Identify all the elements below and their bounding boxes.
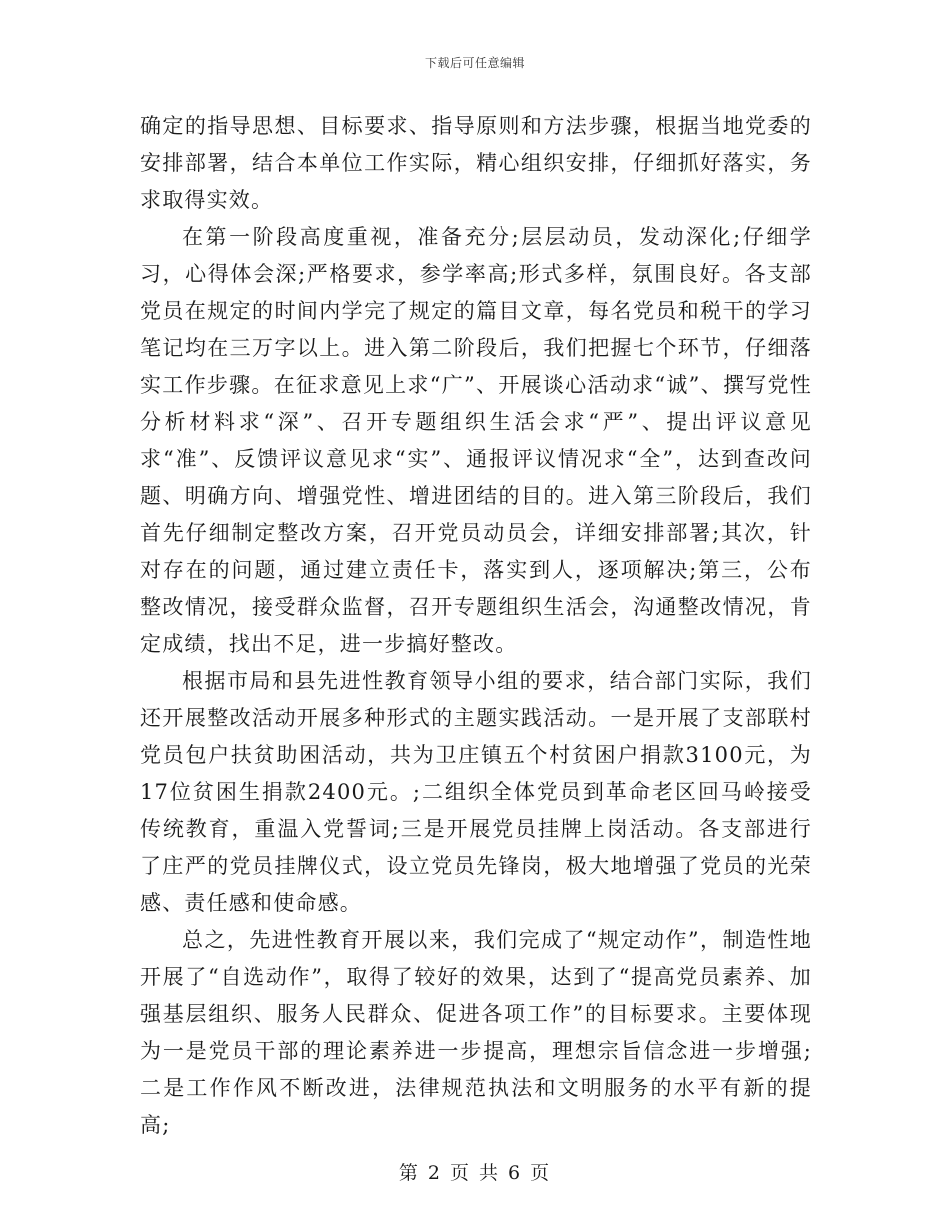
document-body: [140, 108, 812, 1144]
paragraph-practice-activities: 根据市局和县先进性教育领导小组的要求，结合部门实际，我们还开展整改活动开展多种形式的主题实践活动。一是开展了支部联村党员包户扶贫助困活动，共为卫庄镇五个村贫困户捐款3100元，为17位贫困生捐款2400元。;二组织全体党员到革命老区回马岭接受传统教育，重温入党誓词;三是开展党员挂牌上岗活动。各支部进行了庄严的党员挂牌仪式，设立党员先锋岗，极大地增强了党员的光荣感、责任感和使命感。: [140, 669, 812, 915]
paragraph-stages: 在第一阶段高度重视，准备充分;层层动员，发动深化;仔细学习，心得体会深;严格要求，参学率高;形式多样，氛围良好。各支部党员在规定的时间内学完了规定的篇目文章，每名党员和税干的学习笔记均在三万字以上。进入第二阶段后，我们把握七个环节，仔细落实工作步骤。在征求意见上求“广”、开展谈心活动求“诚”、撰写党性分析材料求“深”、召开专题组织生活会求“严”、提出评议意见求“准”、反馈评议意见求“实”、通报评议情况求“全”，达到查改问题、明确方向、增强党性、增进团结的目的。进入第三阶段后，我们首先仔细制定整改方案，召开党员动员会，详细安排部署;其次，针对存在的问题，通过建立责任卡，落实到人，逐项解决;第三，公布整改情况，接受群众监督，召开专题组织生活会，沟通整改情况，肯定成绩，找出不足，进一步搞好整改。: [140, 225, 812, 656]
page-number: 第 2 页 共 6 页: [398, 1162, 552, 1184]
paragraph-summary: 总之，先进性教育开展以来，我们完成了“规定动作”，制造性地开展了“自选动作”，取得了较好的效果，达到了“提高党员素养、加强基层组织、服务人民群众、促进各项工作”的目标要求。主要体现为一是党员干部的理论素养进一步提高，理想宗旨信念进一步增强;二是工作作风不断改进，法律规范执法和文明服务的水平有新的提高;: [140, 928, 812, 1137]
page-header: 下载后可任意编辑: [424, 56, 525, 70]
paragraph-continuation: 确定的指导思想、目标要求、指导原则和方法步骤，根据当地党委的安排部署，结合本单位工作实际，精心组织安排，仔细抓好落实，务求取得实效。: [140, 114, 812, 212]
